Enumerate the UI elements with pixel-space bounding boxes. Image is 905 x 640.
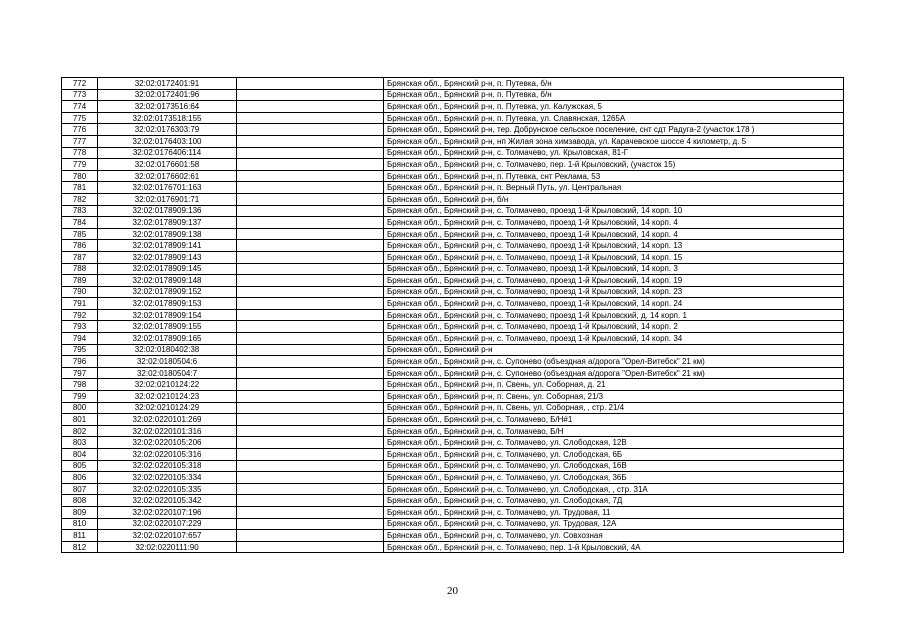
row-number-cell: 801 <box>62 414 98 426</box>
row-number-cell: 791 <box>62 298 98 310</box>
row-number-cell: 812 <box>62 541 98 553</box>
table-row <box>62 170 844 182</box>
table-row <box>62 251 844 263</box>
cadastral-number-cell: 32:02:0220101:269 <box>98 414 237 426</box>
empty-cell <box>237 379 384 391</box>
table-row <box>62 333 844 345</box>
table-row <box>62 78 844 90</box>
empty-cell <box>237 228 384 240</box>
empty-cell <box>237 89 384 101</box>
empty-cell <box>237 147 384 159</box>
row-number-cell: 781 <box>62 182 98 194</box>
table-row <box>62 112 844 124</box>
cadastral-table <box>61 77 844 553</box>
empty-cell <box>237 217 384 229</box>
table-body <box>62 78 844 553</box>
table-row <box>62 147 844 159</box>
empty-cell <box>237 425 384 437</box>
address-cell: Брянская обл., Брянский р-н, п. Верный Путь, ул. Центральная <box>384 182 844 194</box>
table-row <box>62 506 844 518</box>
empty-cell <box>237 159 384 171</box>
empty-cell <box>237 518 384 530</box>
address-cell: Брянская обл., Брянский р-н, с. Толмачево, проезд 1-й Крыловский, 14 корп. 34 <box>384 333 844 345</box>
address-cell: Брянская обл., Брянский р-н, тер. Добрунское сельское поселение, снт сдт Радуга-2 (участок 178 ) <box>384 124 844 136</box>
table-row <box>62 495 844 507</box>
address-cell: Брянская обл., Брянский р-н, с. Толмачево, проезд 1-й Крыловский, 14 корп. 4 <box>384 217 844 229</box>
cadastral-number-cell: 32:02:0176406:114 <box>98 147 237 159</box>
row-number-cell: 788 <box>62 263 98 275</box>
cadastral-number-cell: 32:02:0210124:23 <box>98 391 237 403</box>
cadastral-number-cell: 32:02:0210124:22 <box>98 379 237 391</box>
cadastral-number-cell: 32:02:0173516:64 <box>98 101 237 113</box>
row-number-cell: 795 <box>62 344 98 356</box>
table-row <box>62 193 844 205</box>
row-number-cell: 811 <box>62 530 98 542</box>
table-row <box>62 124 844 136</box>
cadastral-number-cell: 32:02:0220107:657 <box>98 530 237 542</box>
table-row <box>62 391 844 403</box>
address-cell: Брянская обл., Брянский р-н, с. Толмачево, ул. Крыловская, 81-Г <box>384 147 844 159</box>
cadastral-number-cell: 32:02:0176601:58 <box>98 159 237 171</box>
cadastral-number-cell: 32:02:0220101:316 <box>98 425 237 437</box>
row-number-cell: 787 <box>62 251 98 263</box>
cadastral-number-cell: 32:02:0178909:152 <box>98 286 237 298</box>
address-cell: Брянская обл., Брянский р-н, п. Путевка, ул. Калужская, 5 <box>384 101 844 113</box>
address-cell: Брянская обл., Брянский р-н, с. Толмачево, ул. Слободская, , стр. 31А <box>384 483 844 495</box>
row-number-cell: 772 <box>62 78 98 90</box>
empty-cell <box>237 402 384 414</box>
cadastral-number-cell: 32:02:0178909:136 <box>98 205 237 217</box>
empty-cell <box>237 101 384 113</box>
table-row <box>62 425 844 437</box>
empty-cell <box>237 251 384 263</box>
empty-cell <box>237 182 384 194</box>
row-number-cell: 804 <box>62 449 98 461</box>
table-row <box>62 228 844 240</box>
table-row <box>62 437 844 449</box>
empty-cell <box>237 391 384 403</box>
address-cell: Брянская обл., Брянский р-н, с. Толмачево, ул. Трудовая, 11 <box>384 506 844 518</box>
empty-cell <box>237 124 384 136</box>
address-cell: Брянская обл., Брянский р-н, с. Толмачево, проезд 1-й Крыловский, 14 корп. 4 <box>384 228 844 240</box>
table-row <box>62 367 844 379</box>
cadastral-number-cell: 32:02:0220105:342 <box>98 495 237 507</box>
address-cell: Брянская обл., Брянский р-н, с. Толмачево, ул. Слободская, 7Д <box>384 495 844 507</box>
address-cell: Брянская обл., Брянский р-н, с. Толмачево, пер. 1-й Крыловский, (участок 15) <box>384 159 844 171</box>
address-cell: Брянская обл., Брянский р-н, с. Толмачево, проезд 1-й Крыловский, 14 корп. 13 <box>384 240 844 252</box>
address-cell: Брянская обл., Брянский р-н <box>384 344 844 356</box>
empty-cell <box>237 205 384 217</box>
empty-cell <box>237 321 384 333</box>
empty-cell <box>237 78 384 90</box>
cadastral-number-cell: 32:02:0176602:61 <box>98 170 237 182</box>
cadastral-number-cell: 32:02:0220105:335 <box>98 483 237 495</box>
address-cell: Брянская обл., Брянский р-н, с. Толмачево, Б/Н <box>384 425 844 437</box>
table-row <box>62 182 844 194</box>
empty-cell <box>237 414 384 426</box>
address-cell: Брянская обл., Брянский р-н, с. Толмачево, проезд 1-й Крыловский, 14 корп. 19 <box>384 275 844 287</box>
table-row <box>62 286 844 298</box>
table-row <box>62 518 844 530</box>
row-number-cell: 803 <box>62 437 98 449</box>
empty-cell <box>237 367 384 379</box>
row-number-cell: 798 <box>62 379 98 391</box>
empty-cell <box>237 135 384 147</box>
row-number-cell: 775 <box>62 112 98 124</box>
cadastral-number-cell: 32:02:0178909:154 <box>98 309 237 321</box>
table-row <box>62 541 844 553</box>
cadastral-number-cell: 32:02:0178909:143 <box>98 251 237 263</box>
empty-cell <box>237 298 384 310</box>
table-row <box>62 275 844 287</box>
table-row <box>62 414 844 426</box>
cadastral-number-cell: 32:02:0178909:148 <box>98 275 237 287</box>
table-row <box>62 321 844 333</box>
table-row <box>62 356 844 368</box>
row-number-cell: 778 <box>62 147 98 159</box>
row-number-cell: 790 <box>62 286 98 298</box>
row-number-cell: 784 <box>62 217 98 229</box>
empty-cell <box>237 275 384 287</box>
cadastral-number-cell: 32:02:0220105:206 <box>98 437 237 449</box>
address-cell: Брянская обл., Брянский р-н, нп Жилая зона химзавода, ул. Карачевское шоссе 4 километр, д. 5 <box>384 135 844 147</box>
table-row <box>62 483 844 495</box>
cadastral-number-cell: 32:02:0178909:141 <box>98 240 237 252</box>
row-number-cell: 800 <box>62 402 98 414</box>
address-cell: Брянская обл., Брянский р-н, с. Толмачево, пер. 1-й Крыловский, 4А <box>384 541 844 553</box>
table-row <box>62 402 844 414</box>
address-cell: Брянская обл., Брянский р-н, с. Супонево (объездная а/дорога "Орел-Витебск" 21 км) <box>384 356 844 368</box>
empty-cell <box>237 437 384 449</box>
empty-cell <box>237 193 384 205</box>
empty-cell <box>237 541 384 553</box>
cadastral-number-cell: 32:02:0172401:96 <box>98 89 237 101</box>
row-number-cell: 777 <box>62 135 98 147</box>
table-row <box>62 135 844 147</box>
cadastral-number-cell: 32:02:0178909:138 <box>98 228 237 240</box>
table-row <box>62 472 844 484</box>
row-number-cell: 808 <box>62 495 98 507</box>
row-number-cell: 776 <box>62 124 98 136</box>
cadastral-number-cell: 32:02:0176901:71 <box>98 193 237 205</box>
address-cell: Брянская обл., Брянский р-н, с. Толмачево, Б/Н#1 <box>384 414 844 426</box>
cadastral-number-cell: 32:02:0178909:145 <box>98 263 237 275</box>
row-number-cell: 809 <box>62 506 98 518</box>
row-number-cell: 789 <box>62 275 98 287</box>
address-cell: Брянская обл., Брянский р-н, с. Толмачево, ул. Совхозная <box>384 530 844 542</box>
page-number: 20 <box>447 585 458 597</box>
row-number-cell: 779 <box>62 159 98 171</box>
address-cell: Брянская обл., Брянский р-н, п. Путевка, б/н <box>384 78 844 90</box>
cadastral-number-cell: 32:02:0173518:155 <box>98 112 237 124</box>
row-number-cell: 785 <box>62 228 98 240</box>
table-row <box>62 159 844 171</box>
table-row <box>62 89 844 101</box>
table-row <box>62 205 844 217</box>
address-cell: Брянская обл., Брянский р-н, с. Толмачево, ул. Слободская, 36Б <box>384 472 844 484</box>
cadastral-number-cell: 32:02:0172401:91 <box>98 78 237 90</box>
row-number-cell: 797 <box>62 367 98 379</box>
address-cell: Брянская обл., Брянский р-н, с. Толмачево, проезд 1-й Крыловский, 14 корп. 3 <box>384 263 844 275</box>
address-cell: Брянская обл., Брянский р-н, п. Свень, ул. Соборная, , стр. 21/4 <box>384 402 844 414</box>
row-number-cell: 802 <box>62 425 98 437</box>
row-number-cell: 796 <box>62 356 98 368</box>
row-number-cell: 780 <box>62 170 98 182</box>
cadastral-number-cell: 32:02:0220105:318 <box>98 460 237 472</box>
row-number-cell: 805 <box>62 460 98 472</box>
empty-cell <box>237 449 384 461</box>
empty-cell <box>237 506 384 518</box>
cadastral-number-cell: 32:02:0176403:100 <box>98 135 237 147</box>
row-number-cell: 807 <box>62 483 98 495</box>
address-cell: Брянская обл., Брянский р-н, п. Путевка, ул. Славянская, 1265А <box>384 112 844 124</box>
row-number-cell: 782 <box>62 193 98 205</box>
empty-cell <box>237 495 384 507</box>
empty-cell <box>237 460 384 472</box>
row-number-cell: 794 <box>62 333 98 345</box>
row-number-cell: 810 <box>62 518 98 530</box>
cadastral-number-cell: 32:02:0220105:334 <box>98 472 237 484</box>
address-cell: Брянская обл., Брянский р-н, п. Путевка, снт Реклама, 53 <box>384 170 844 182</box>
cadastral-number-cell: 32:02:0220107:229 <box>98 518 237 530</box>
table-row <box>62 240 844 252</box>
empty-cell <box>237 170 384 182</box>
address-cell: Брянская обл., Брянский р-н, с. Толмачево, проезд 1-й Крыловский, 14 корп. 24 <box>384 298 844 310</box>
empty-cell <box>237 483 384 495</box>
address-cell: Брянская обл., Брянский р-н, с. Супонево (объездная а/дорога "Орел-Витебск" 21 км) <box>384 367 844 379</box>
cadastral-number-cell: 32:02:0210124:29 <box>98 402 237 414</box>
cadastral-number-cell: 32:02:0178909:155 <box>98 321 237 333</box>
empty-cell <box>237 472 384 484</box>
empty-cell <box>237 286 384 298</box>
address-cell: Брянская обл., Брянский р-н, с. Толмачево, ул. Слободская, 16В <box>384 460 844 472</box>
address-cell: Брянская обл., Брянский р-н, п. Свень, ул. Соборная, 21/3 <box>384 391 844 403</box>
row-number-cell: 793 <box>62 321 98 333</box>
address-cell: Брянская обл., Брянский р-н, с. Толмачево, проезд 1-й Крыловский, 14 корп. 2 <box>384 321 844 333</box>
empty-cell <box>237 263 384 275</box>
cadastral-number-cell: 32:02:0178909:165 <box>98 333 237 345</box>
cadastral-number-cell: 32:02:0178909:137 <box>98 217 237 229</box>
cadastral-number-cell: 32:02:0176303:79 <box>98 124 237 136</box>
empty-cell <box>237 112 384 124</box>
cadastral-number-cell: 32:02:0180504:7 <box>98 367 237 379</box>
address-cell: Брянская обл., Брянский р-н, п. Свень, ул. Соборная, д. 21 <box>384 379 844 391</box>
row-number-cell: 792 <box>62 309 98 321</box>
table-row <box>62 101 844 113</box>
address-cell: Брянская обл., Брянский р-н, с. Толмачево, ул. Трудовая, 12А <box>384 518 844 530</box>
address-cell: Брянская обл., Брянский р-н, с. Толмачево, ул. Слободская, 6Б <box>384 449 844 461</box>
address-cell: Брянская обл., Брянский р-н, с. Толмачево, ул. Слободская, 12В <box>384 437 844 449</box>
empty-cell <box>237 309 384 321</box>
table-row <box>62 379 844 391</box>
address-cell: Брянская обл., Брянский р-н, п. Путевка, б/н <box>384 89 844 101</box>
cadastral-number-cell: 32:02:0220111:90 <box>98 541 237 553</box>
empty-cell <box>237 240 384 252</box>
table-row <box>62 263 844 275</box>
table-row <box>62 460 844 472</box>
row-number-cell: 786 <box>62 240 98 252</box>
table-row <box>62 309 844 321</box>
cadastral-number-cell: 32:02:0180504:6 <box>98 356 237 368</box>
table-row <box>62 449 844 461</box>
table-row <box>62 344 844 356</box>
row-number-cell: 806 <box>62 472 98 484</box>
row-number-cell: 799 <box>62 391 98 403</box>
cadastral-number-cell: 32:02:0176701:163 <box>98 182 237 194</box>
row-number-cell: 783 <box>62 205 98 217</box>
address-cell: Брянская обл., Брянский р-н, б/н <box>384 193 844 205</box>
row-number-cell: 773 <box>62 89 98 101</box>
cadastral-number-cell: 32:02:0220105:316 <box>98 449 237 461</box>
address-cell: Брянская обл., Брянский р-н, с. Толмачево, проезд 1-й Крыловский, 14 корп. 15 <box>384 251 844 263</box>
table-row <box>62 298 844 310</box>
cadastral-number-cell: 32:02:0178909:153 <box>98 298 237 310</box>
table-row <box>62 530 844 542</box>
row-number-cell: 774 <box>62 101 98 113</box>
cadastral-number-cell: 32:02:0220107:196 <box>98 506 237 518</box>
address-cell: Брянская обл., Брянский р-н, с. Толмачево, проезд 1-й Крыловский, 14 корп. 10 <box>384 205 844 217</box>
table-row <box>62 217 844 229</box>
address-cell: Брянская обл., Брянский р-н, с. Толмачево, проезд 1-й Крыловский, 14 корп. 23 <box>384 286 844 298</box>
empty-cell <box>237 356 384 368</box>
address-cell: Брянская обл., Брянский р-н, с. Толмачево, проезд 1-й Крыловский, д. 14 корп. 1 <box>384 309 844 321</box>
empty-cell <box>237 333 384 345</box>
empty-cell <box>237 344 384 356</box>
cadastral-number-cell: 32:02:0180402:38 <box>98 344 237 356</box>
empty-cell <box>237 530 384 542</box>
